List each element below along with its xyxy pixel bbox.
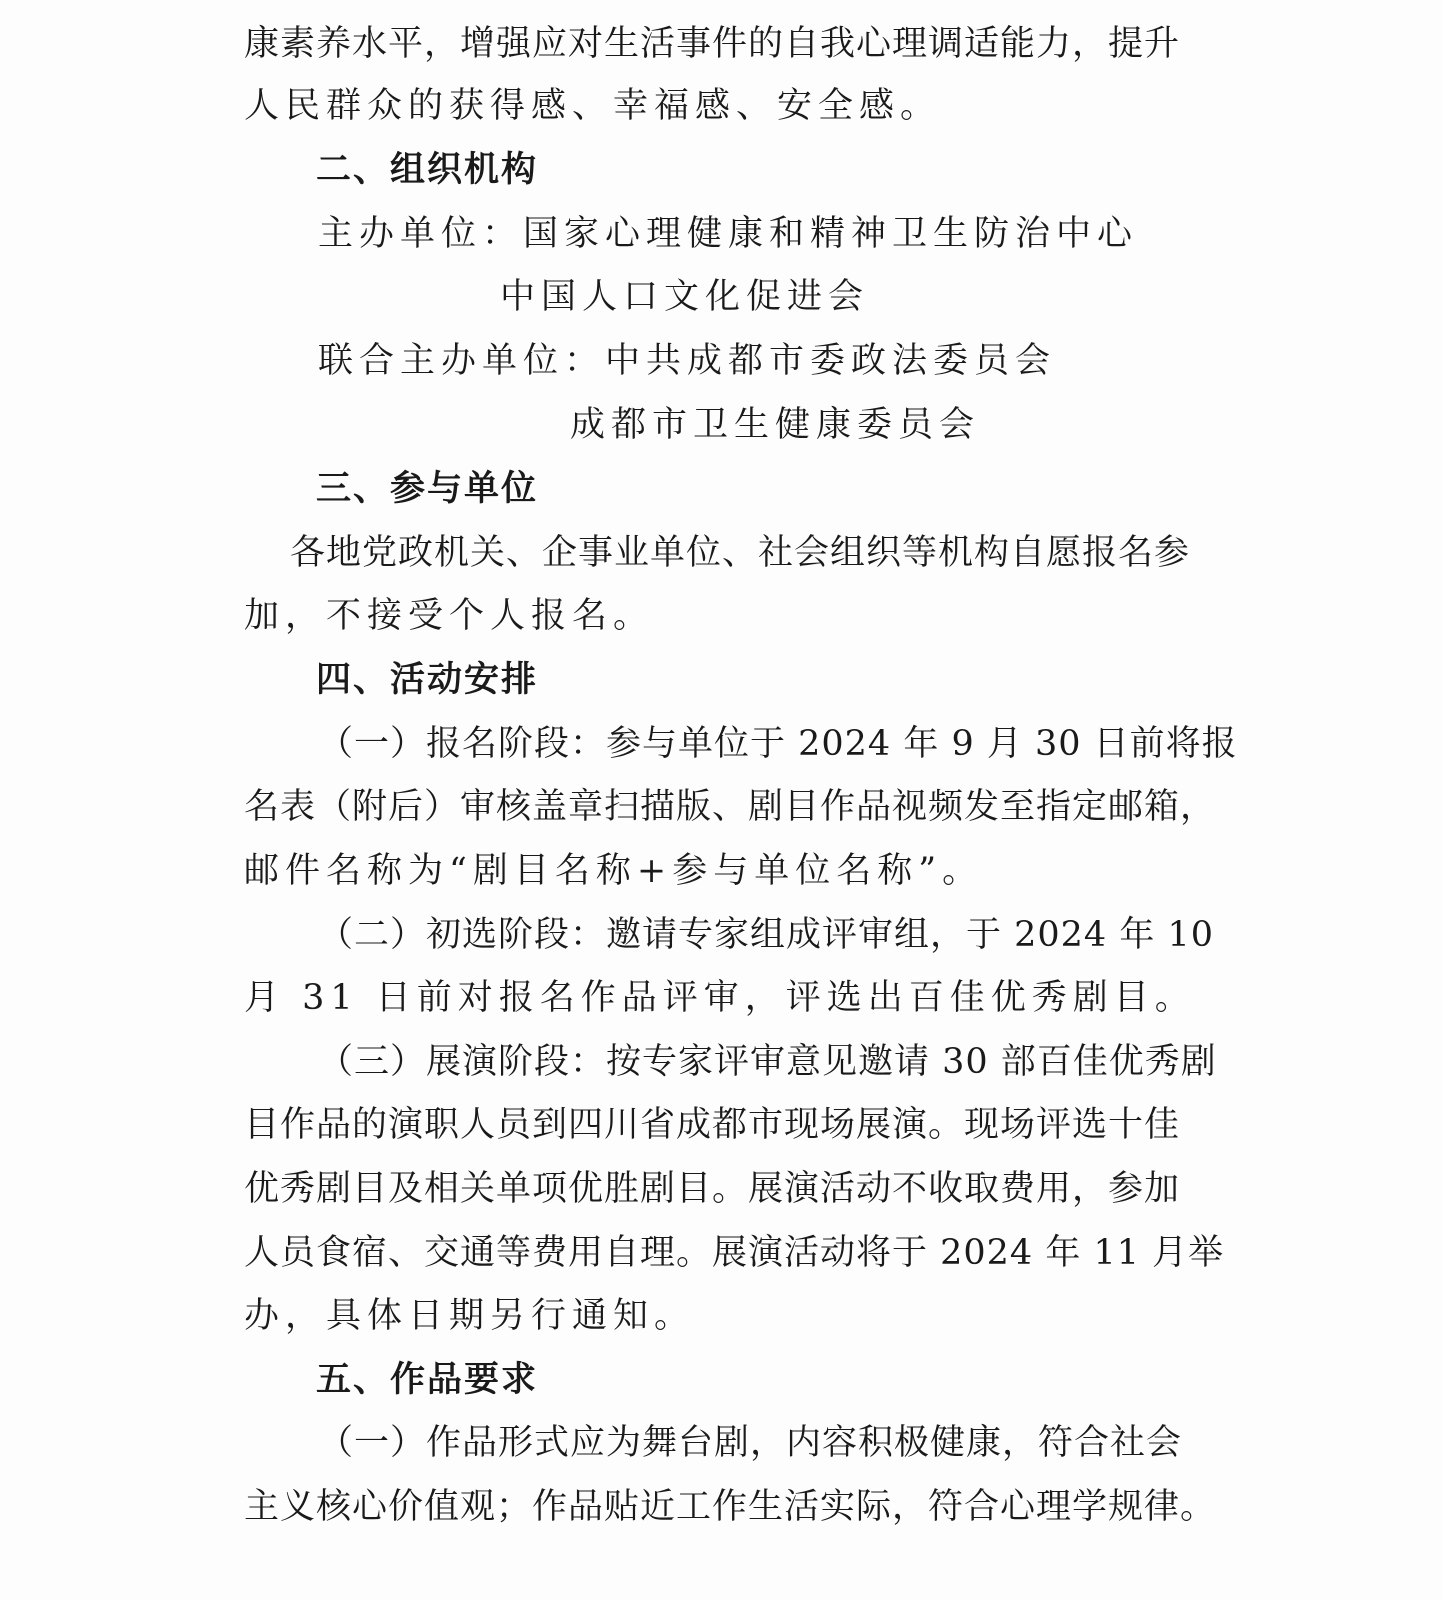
body-line: 各地党政机关、企事业单位、社会组织等机构自愿报名参 <box>290 533 1191 573</box>
body-line: （三）展演阶段：按专家评审意见邀请 30 部百佳优秀剧 <box>318 1042 1217 1082</box>
body-line: 成都市卫生健康委员会 <box>570 405 981 445</box>
body-line: 康素养水平，增强应对生活事件的自我心理调适能力，提升 <box>244 24 1181 64</box>
body-line: 邮件名称为“剧目名称+参与单位名称”。 <box>244 851 984 891</box>
body-line: 中国人口文化促进会 <box>500 277 870 317</box>
section-heading: 五、作品要求 <box>316 1360 539 1400</box>
section-heading: 二、组织机构 <box>316 150 539 190</box>
body-line: 月 31 日前对报名作品评审，评选出百佳优秀剧目。 <box>244 978 1196 1018</box>
body-line: （二）初选阶段：邀请专家组成评审组，于 2024 年 10 <box>318 915 1214 955</box>
section-heading: 四、活动安排 <box>316 660 539 700</box>
body-line: 人民群众的获得感、幸福感、安全感。 <box>244 86 942 126</box>
body-line: 联合主办单位：中共成都市委政法委员会 <box>318 341 1057 381</box>
body-line: 主义核心价值观；作品贴近工作生活实际，符合心理学规律。 <box>244 1487 1217 1527</box>
body-line: （一）报名阶段：参与单位于 2024 年 9 月 30 日前将报 <box>318 724 1238 764</box>
body-line: 办，具体日期另行通知。 <box>244 1296 696 1336</box>
body-line: 目作品的演职人员到四川省成都市现场展演。现场评选十佳 <box>244 1105 1181 1145</box>
body-line: 人员食宿、交通等费用自理。展演活动将于 2024 年 11 月举 <box>244 1233 1225 1273</box>
body-line: （一）作品形式应为舞台剧，内容积极健康，符合社会 <box>318 1423 1183 1463</box>
body-line: 名表（附后）审核盖章扫描版、剧目作品视频发至指定邮箱， <box>244 787 1217 827</box>
body-line: 优秀剧目及相关单项优胜剧目。展演活动不收取费用，参加 <box>244 1169 1181 1209</box>
body-line: 加，不接受个人报名。 <box>244 596 655 636</box>
section-heading: 三、参与单位 <box>316 469 539 509</box>
body-line: 主办单位：国家心理健康和精神卫生防治中心 <box>318 214 1139 254</box>
